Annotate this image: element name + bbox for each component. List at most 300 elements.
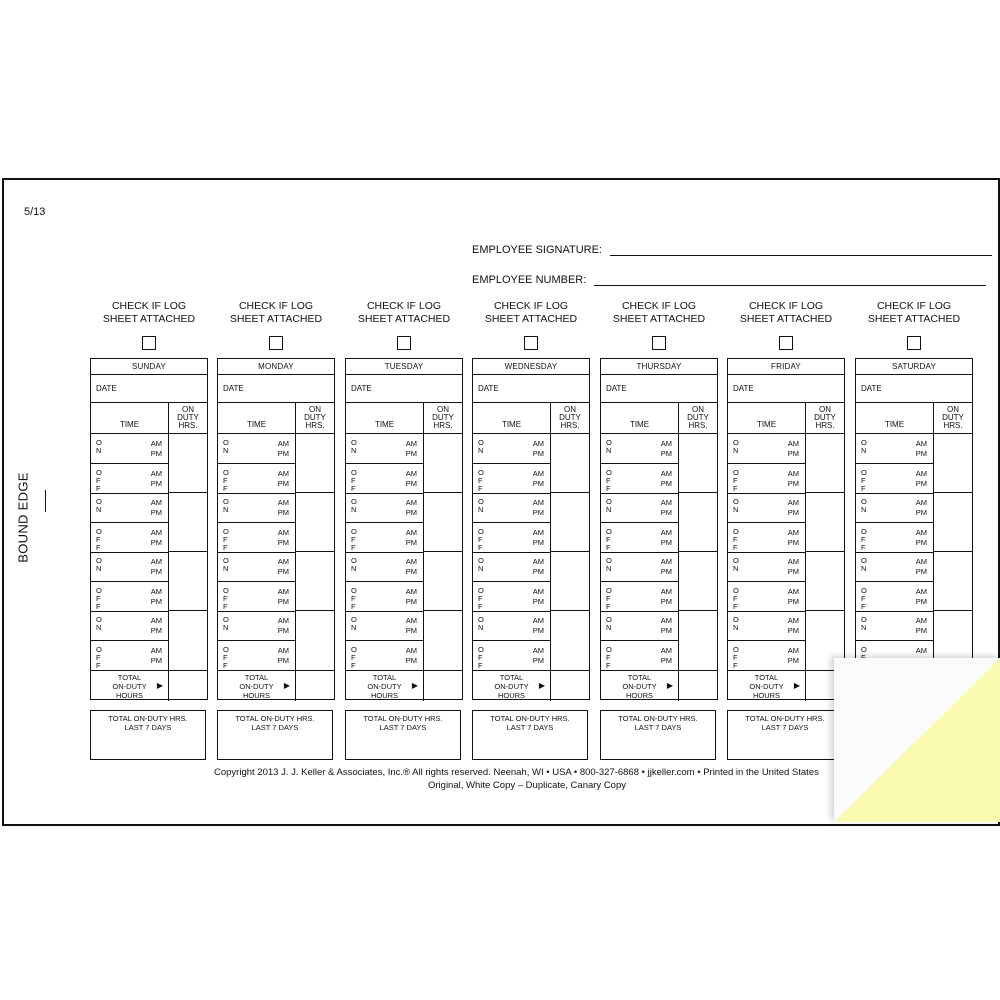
on-duty-hours-cell[interactable] bbox=[169, 493, 207, 552]
am-label: AM bbox=[915, 469, 927, 478]
on-time-entry[interactable] bbox=[728, 493, 805, 523]
off-letter: F bbox=[861, 476, 866, 485]
on-letter: N bbox=[351, 505, 357, 514]
off-time-entry[interactable] bbox=[218, 641, 295, 670]
off-letter: F bbox=[861, 543, 866, 552]
on-time-entry[interactable] bbox=[856, 434, 933, 464]
am-label: AM bbox=[660, 587, 672, 596]
off-letter: F bbox=[478, 484, 483, 493]
on-duty-hrs-label-line: HRS. bbox=[560, 421, 580, 430]
off-letter: F bbox=[223, 653, 228, 662]
on-off-pair bbox=[346, 611, 423, 670]
on-letter: O bbox=[606, 497, 612, 506]
am-pm-marker bbox=[151, 439, 162, 459]
off-letter: O bbox=[861, 645, 867, 654]
am-pm-marker bbox=[533, 557, 544, 577]
on-time-entry[interactable] bbox=[346, 434, 423, 464]
day-column-tuesday bbox=[345, 300, 463, 732]
total-label-line: HOURS bbox=[115, 691, 144, 700]
on-time-entry[interactable] bbox=[346, 493, 423, 523]
date-field[interactable] bbox=[346, 375, 462, 403]
on-duty-hrs-label-line: ON bbox=[692, 405, 704, 414]
last-7-days-label-line: LAST 7 DAYS bbox=[379, 723, 427, 732]
off-time-entry[interactable] bbox=[601, 582, 678, 612]
total-label-line: TOTAL bbox=[117, 673, 142, 682]
am-pm-marker bbox=[278, 646, 289, 666]
on-time-entry[interactable] bbox=[601, 493, 678, 523]
am-label: AM bbox=[277, 469, 289, 478]
log-attached-checkbox-tuesday[interactable] bbox=[397, 336, 411, 350]
total-label-line: TOTAL bbox=[372, 673, 397, 682]
off-time-entry[interactable] bbox=[91, 464, 168, 494]
off-letter: O bbox=[478, 527, 484, 536]
on-time-entry[interactable] bbox=[601, 434, 678, 464]
off-letter: O bbox=[606, 468, 612, 477]
off-time-entry[interactable] bbox=[728, 523, 805, 553]
off-letters bbox=[223, 528, 229, 552]
off-letters bbox=[223, 646, 229, 670]
pm-label: PM bbox=[915, 597, 927, 606]
off-letter: O bbox=[351, 527, 357, 536]
on-letter: N bbox=[606, 623, 612, 632]
off-time-entry[interactable] bbox=[856, 523, 933, 553]
on-duty-hrs-label-line: ON bbox=[309, 405, 321, 414]
on-duty-hours-cell[interactable] bbox=[296, 552, 334, 611]
am-label: AM bbox=[787, 587, 799, 596]
on-time-entry[interactable] bbox=[91, 434, 168, 464]
off-letter: F bbox=[351, 543, 356, 552]
off-letter: F bbox=[96, 535, 101, 544]
on-letter: O bbox=[478, 556, 484, 565]
on-time-entry[interactable] bbox=[91, 611, 168, 641]
off-letter: F bbox=[351, 476, 356, 485]
am-label: AM bbox=[532, 528, 544, 537]
off-letter: F bbox=[861, 594, 866, 603]
am-pm-marker bbox=[916, 587, 927, 607]
total-label-line: HOURS bbox=[625, 691, 654, 700]
off-time-entry[interactable] bbox=[218, 464, 295, 494]
day-table-wednesday bbox=[472, 358, 590, 700]
day-name: SATURDAY bbox=[856, 359, 972, 375]
on-duty-hrs-label-line: DUTY bbox=[177, 413, 199, 422]
on-duty-hours-cell[interactable] bbox=[169, 552, 207, 611]
on-off-pair bbox=[218, 611, 295, 670]
am-pm-marker bbox=[151, 557, 162, 577]
off-letter: F bbox=[96, 594, 101, 603]
employee-signature-field[interactable] bbox=[610, 254, 992, 256]
off-letter: F bbox=[606, 535, 611, 544]
off-letter: F bbox=[861, 535, 866, 544]
am-pm-marker bbox=[916, 616, 927, 636]
on-time-entry[interactable] bbox=[601, 611, 678, 641]
am-pm-marker bbox=[151, 587, 162, 607]
on-off-pair bbox=[346, 434, 423, 493]
on-duty-hrs-label-line: ON bbox=[437, 405, 449, 414]
on-letter: O bbox=[861, 556, 867, 565]
log-attached-checkbox-thursday[interactable] bbox=[652, 336, 666, 350]
on-duty-hours-cell[interactable] bbox=[551, 493, 589, 552]
on-time-entry[interactable] bbox=[473, 552, 550, 582]
time-entry-column bbox=[473, 434, 551, 670]
on-letters bbox=[223, 498, 229, 514]
pm-label: PM bbox=[787, 449, 799, 458]
last-7-days-label-line: LAST 7 DAYS bbox=[124, 723, 172, 732]
pm-label: PM bbox=[405, 508, 417, 517]
on-duty-hours-cell[interactable] bbox=[934, 552, 972, 611]
employee-number-row bbox=[472, 274, 986, 286]
date-label: DATE bbox=[96, 384, 117, 393]
off-time-entry[interactable] bbox=[856, 464, 933, 494]
off-time-entry[interactable] bbox=[856, 582, 933, 612]
off-letter: F bbox=[478, 602, 483, 611]
pm-label: PM bbox=[405, 538, 417, 547]
on-letter: N bbox=[96, 505, 102, 514]
check-log-label-line2: SHEET ATTACHED bbox=[484, 313, 578, 325]
on-duty-hrs-label-line: DUTY bbox=[814, 413, 836, 422]
off-letters bbox=[478, 528, 484, 552]
am-label: AM bbox=[660, 616, 672, 625]
pm-label: PM bbox=[277, 449, 289, 458]
total-label-line: ON-DUTY bbox=[494, 682, 529, 691]
pm-label: PM bbox=[277, 508, 289, 517]
last-7-days-total-monday[interactable] bbox=[217, 710, 333, 760]
bound-edge-mark bbox=[45, 490, 46, 512]
am-pm-marker bbox=[406, 528, 417, 548]
total-on-duty-hours-value[interactable] bbox=[424, 671, 462, 701]
on-time-entry[interactable] bbox=[218, 611, 295, 641]
on-duty-hours-cell[interactable] bbox=[424, 434, 462, 493]
on-letter: N bbox=[223, 623, 229, 632]
off-time-entry[interactable] bbox=[346, 523, 423, 553]
log-attached-checkbox-sunday[interactable] bbox=[142, 336, 156, 350]
on-letter: N bbox=[96, 564, 102, 573]
on-letter: O bbox=[861, 497, 867, 506]
on-duty-hrs-label-line: ON bbox=[947, 405, 959, 414]
off-time-entry[interactable] bbox=[91, 641, 168, 670]
am-pm-marker bbox=[151, 616, 162, 636]
on-time-entry[interactable] bbox=[856, 611, 933, 641]
time-label: TIME bbox=[218, 403, 296, 433]
last-7-days-total-thursday[interactable] bbox=[600, 710, 716, 760]
employee-number-field[interactable] bbox=[594, 284, 986, 286]
on-time-entry[interactable] bbox=[346, 552, 423, 582]
on-time-entry[interactable] bbox=[728, 611, 805, 641]
off-time-entry[interactable] bbox=[473, 523, 550, 553]
am-label: AM bbox=[532, 439, 544, 448]
on-letter: N bbox=[478, 446, 484, 455]
daily-total-row bbox=[473, 670, 589, 701]
day-name: WEDNESDAY bbox=[473, 359, 589, 375]
employee-signature-row bbox=[472, 244, 992, 256]
off-letter: O bbox=[478, 645, 484, 654]
off-letter: O bbox=[733, 645, 739, 654]
on-letter: O bbox=[223, 556, 229, 565]
on-duty-hours-cell[interactable] bbox=[806, 434, 844, 493]
on-duty-hours-cell[interactable] bbox=[679, 552, 717, 611]
on-time-entry[interactable] bbox=[856, 493, 933, 523]
pm-label: PM bbox=[150, 508, 162, 517]
off-letters bbox=[351, 646, 357, 670]
off-letters bbox=[861, 587, 867, 611]
time-header bbox=[218, 403, 334, 434]
on-duty-hours-cell[interactable] bbox=[296, 493, 334, 552]
last-7-days-total-friday[interactable] bbox=[727, 710, 843, 760]
pm-label: PM bbox=[915, 538, 927, 547]
on-letters bbox=[96, 557, 102, 573]
off-time-entry[interactable] bbox=[346, 464, 423, 494]
hours-entry-column bbox=[169, 434, 207, 670]
off-letter: F bbox=[223, 602, 228, 611]
right-arrow-icon: ▶ bbox=[793, 681, 800, 690]
check-log-label bbox=[90, 300, 208, 328]
on-off-pair bbox=[601, 552, 678, 611]
total-on-duty-hours-value[interactable] bbox=[296, 671, 334, 701]
off-letters bbox=[96, 646, 102, 670]
on-time-entry[interactable] bbox=[473, 611, 550, 641]
off-time-entry[interactable] bbox=[218, 523, 295, 553]
log-attached-checkbox-friday[interactable] bbox=[779, 336, 793, 350]
check-log-label bbox=[345, 300, 463, 328]
off-letter: F bbox=[733, 535, 738, 544]
on-duty-hours-cell[interactable] bbox=[551, 552, 589, 611]
on-letter: O bbox=[223, 497, 229, 506]
off-letters bbox=[478, 587, 484, 611]
total-on-duty-hours-value[interactable] bbox=[551, 671, 589, 701]
on-duty-hours-cell[interactable] bbox=[806, 493, 844, 552]
on-time-entry[interactable] bbox=[473, 434, 550, 464]
off-time-entry[interactable] bbox=[91, 582, 168, 612]
am-pm-marker bbox=[278, 498, 289, 518]
am-pm-marker bbox=[151, 469, 162, 489]
last-7-days-total-wednesday[interactable] bbox=[472, 710, 588, 760]
on-duty-hrs-label-line: HRS. bbox=[305, 421, 325, 430]
last-7-days-total-tuesday[interactable] bbox=[345, 710, 461, 760]
off-letter: F bbox=[351, 602, 356, 611]
on-letter: O bbox=[606, 556, 612, 565]
am-label: AM bbox=[405, 646, 417, 655]
on-letter: O bbox=[478, 438, 484, 447]
pm-label: PM bbox=[787, 479, 799, 488]
pm-label: PM bbox=[532, 449, 544, 458]
last-7-days-label-line: LAST 7 DAYS bbox=[761, 723, 809, 732]
am-pm-marker bbox=[788, 528, 799, 548]
on-time-entry[interactable] bbox=[91, 552, 168, 582]
on-duty-hours-cell[interactable] bbox=[169, 434, 207, 493]
on-duty-hours-cell[interactable] bbox=[296, 611, 334, 670]
am-label: AM bbox=[277, 616, 289, 625]
day-column-friday bbox=[727, 300, 845, 732]
on-off-pair bbox=[601, 611, 678, 670]
off-letter: O bbox=[606, 645, 612, 654]
on-time-entry[interactable] bbox=[728, 434, 805, 464]
off-letter: F bbox=[478, 476, 483, 485]
off-letter: O bbox=[861, 468, 867, 477]
am-label: AM bbox=[532, 557, 544, 566]
on-duty-hours-cell[interactable] bbox=[679, 611, 717, 670]
off-letter: O bbox=[861, 586, 867, 595]
date-field[interactable] bbox=[601, 375, 717, 403]
am-label: AM bbox=[532, 498, 544, 507]
am-pm-marker bbox=[661, 646, 672, 666]
employee-number-label: EMPLOYEE NUMBER: bbox=[472, 274, 587, 286]
am-pm-marker bbox=[788, 557, 799, 577]
pm-label: PM bbox=[660, 626, 672, 635]
copyright-text: Copyright 2013 J. J. Keller & Associates, Inc.® All rights reserved. Neenah, WI • USA • 800-327-6868 • jjkeller.com • Printed in the United States bbox=[214, 767, 819, 778]
off-letter: O bbox=[351, 468, 357, 477]
am-label: AM bbox=[915, 439, 927, 448]
off-letter: F bbox=[223, 661, 228, 670]
am-label: AM bbox=[405, 557, 417, 566]
date-field[interactable] bbox=[473, 375, 589, 403]
on-duty-hours-cell[interactable] bbox=[934, 434, 972, 493]
am-label: AM bbox=[150, 616, 162, 625]
off-letter: F bbox=[351, 661, 356, 670]
on-letter: O bbox=[223, 615, 229, 624]
on-letters bbox=[223, 557, 229, 573]
date-field[interactable] bbox=[218, 375, 334, 403]
date-field[interactable] bbox=[856, 375, 972, 403]
off-letters bbox=[478, 646, 484, 670]
am-pm-marker bbox=[916, 557, 927, 577]
on-time-entry[interactable] bbox=[218, 552, 295, 582]
off-time-entry[interactable] bbox=[728, 582, 805, 612]
am-pm-marker bbox=[533, 616, 544, 636]
off-time-entry[interactable] bbox=[473, 641, 550, 670]
on-duty-hours-cell[interactable] bbox=[806, 552, 844, 611]
day-table-friday bbox=[727, 358, 845, 700]
total-label-line: ON-DUTY bbox=[749, 682, 784, 691]
off-letters bbox=[606, 587, 612, 611]
on-off-pair bbox=[728, 552, 805, 611]
off-time-entry[interactable] bbox=[601, 464, 678, 494]
date-field[interactable] bbox=[91, 375, 207, 403]
on-letters bbox=[96, 616, 102, 632]
log-attached-checkbox-wednesday[interactable] bbox=[524, 336, 538, 350]
off-time-entry[interactable] bbox=[601, 523, 678, 553]
on-time-entry[interactable] bbox=[856, 552, 933, 582]
total-label-line: HOURS bbox=[370, 691, 399, 700]
on-duty-hours-cell[interactable] bbox=[679, 493, 717, 552]
total-label-line: ON-DUTY bbox=[112, 682, 147, 691]
off-letters bbox=[351, 587, 357, 611]
total-on-duty-hours-value[interactable] bbox=[169, 671, 207, 701]
on-off-pair bbox=[91, 552, 168, 611]
on-duty-hrs-label-line: DUTY bbox=[432, 413, 454, 422]
off-time-entry[interactable] bbox=[91, 523, 168, 553]
on-time-entry[interactable] bbox=[346, 611, 423, 641]
pm-label: PM bbox=[915, 479, 927, 488]
time-entry-column bbox=[728, 434, 806, 670]
on-letter: N bbox=[478, 505, 484, 514]
on-letter: N bbox=[861, 446, 867, 455]
check-log-label-line2: SHEET ATTACHED bbox=[102, 313, 196, 325]
check-log-label-line1: CHECK IF LOG bbox=[238, 300, 314, 312]
last-7-days-total-sunday[interactable] bbox=[90, 710, 206, 760]
on-letters bbox=[733, 498, 739, 514]
off-time-entry[interactable] bbox=[728, 464, 805, 494]
off-time-entry[interactable] bbox=[473, 464, 550, 494]
off-time-entry[interactable] bbox=[601, 641, 678, 670]
am-pm-marker bbox=[533, 498, 544, 518]
total-label-line: HOURS bbox=[497, 691, 526, 700]
am-label: AM bbox=[150, 587, 162, 596]
on-duty-hrs-label bbox=[296, 403, 334, 433]
daily-total-row bbox=[346, 670, 462, 701]
total-on-duty-hours-label bbox=[346, 671, 424, 701]
am-pm-marker bbox=[788, 439, 799, 459]
pm-label: PM bbox=[150, 538, 162, 547]
log-attached-checkbox-monday[interactable] bbox=[269, 336, 283, 350]
on-time-entry[interactable] bbox=[728, 552, 805, 582]
on-duty-hours-cell[interactable] bbox=[424, 552, 462, 611]
am-pm-marker bbox=[533, 587, 544, 607]
off-time-entry[interactable] bbox=[218, 582, 295, 612]
pm-label: PM bbox=[660, 597, 672, 606]
on-duty-hours-cell[interactable] bbox=[169, 611, 207, 670]
time-entries bbox=[346, 434, 462, 670]
am-label: AM bbox=[405, 616, 417, 625]
pm-label: PM bbox=[787, 508, 799, 517]
off-letters bbox=[223, 469, 229, 493]
day-column-monday bbox=[217, 300, 335, 732]
on-duty-hours-cell[interactable] bbox=[424, 611, 462, 670]
on-time-entry[interactable] bbox=[218, 493, 295, 523]
am-pm-marker bbox=[151, 528, 162, 548]
on-duty-hours-cell[interactable] bbox=[296, 434, 334, 493]
on-duty-hrs-label-line: DUTY bbox=[304, 413, 326, 422]
am-label: AM bbox=[915, 646, 927, 655]
am-label: AM bbox=[915, 616, 927, 625]
on-duty-hours-cell[interactable] bbox=[679, 434, 717, 493]
pm-label: PM bbox=[532, 508, 544, 517]
time-entry-column bbox=[91, 434, 169, 670]
log-attached-checkbox-saturday[interactable] bbox=[907, 336, 921, 350]
on-duty-hours-cell[interactable] bbox=[934, 493, 972, 552]
am-pm-marker bbox=[278, 616, 289, 636]
off-letter: F bbox=[478, 653, 483, 662]
on-time-entry[interactable] bbox=[91, 493, 168, 523]
am-pm-marker bbox=[661, 469, 672, 489]
on-duty-hours-cell[interactable] bbox=[424, 493, 462, 552]
on-time-entry[interactable] bbox=[473, 493, 550, 523]
am-pm-marker bbox=[916, 498, 927, 518]
on-duty-hours-cell[interactable] bbox=[551, 434, 589, 493]
am-label: AM bbox=[660, 439, 672, 448]
on-letters bbox=[96, 439, 102, 455]
time-entry-column bbox=[218, 434, 296, 670]
total-on-duty-hours-value[interactable] bbox=[679, 671, 717, 701]
on-letters bbox=[606, 439, 612, 455]
off-time-entry[interactable] bbox=[728, 641, 805, 670]
pm-label: PM bbox=[532, 567, 544, 576]
off-time-entry[interactable] bbox=[346, 641, 423, 670]
on-time-entry[interactable] bbox=[601, 552, 678, 582]
off-time-entry[interactable] bbox=[346, 582, 423, 612]
date-field[interactable] bbox=[728, 375, 844, 403]
on-duty-hrs-label-line: ON bbox=[564, 405, 576, 414]
date-label: DATE bbox=[733, 384, 754, 393]
date-label: DATE bbox=[478, 384, 499, 393]
pm-label: PM bbox=[660, 567, 672, 576]
off-letter: O bbox=[861, 527, 867, 536]
on-time-entry[interactable] bbox=[218, 434, 295, 464]
time-label: TIME bbox=[91, 403, 169, 433]
on-off-pair bbox=[473, 434, 550, 493]
am-label: AM bbox=[150, 557, 162, 566]
on-letters bbox=[351, 498, 357, 514]
off-time-entry[interactable] bbox=[473, 582, 550, 612]
on-duty-hours-cell[interactable] bbox=[551, 611, 589, 670]
